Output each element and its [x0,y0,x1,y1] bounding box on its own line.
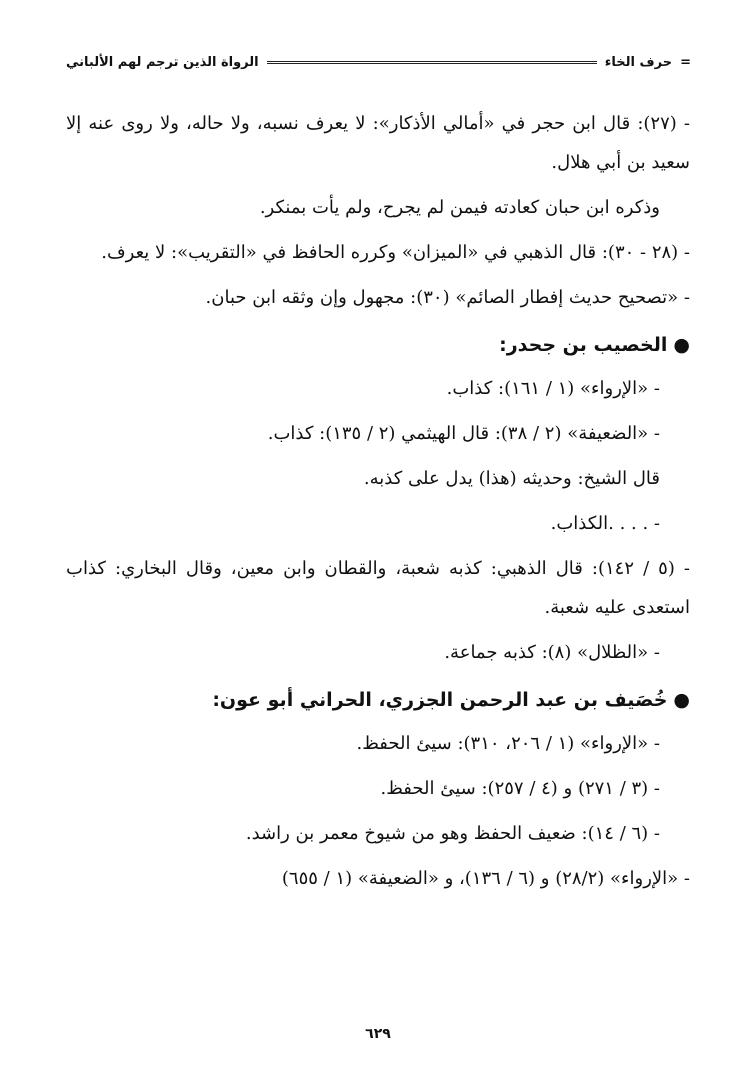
running-header [66,50,690,74]
narrator-name: الخصيب بن جحدر: [499,334,668,356]
entry-line: - «الضعيفة» (٢ / ٣٨): قال الهيثمي (٢ / ١٣٥): كذاب. [267,423,660,444]
entry-line: - (٢٨ - ٣٠): قال الذهبي في «الميزان» وكرره الحافظ في «التقريب»: لا يعرف. [101,242,690,263]
entry-line: - «الإرواء» (٢٨/٢) و (٦ / ١٣٦)، و «الضعيفة» (١ / ٦٥٥) [281,868,690,889]
entry-line: - «الإرواء» (١ / ١٦١): كذاب. [446,378,660,399]
narrator-heading [66,680,690,720]
entry-line: - «الظلال» (٨): كذبه جماعة. [444,642,660,663]
entry-line: وذكره ابن حبان كعادته فيمن لم يجرح، ولم يأت بمنكر. [259,197,660,218]
header-dash: = [680,54,690,70]
entry-line: - «تصحيح حديث إفطار الصائم» (٣٠): مجهول وإن وثقه ابن حبان. [205,287,690,308]
page-number: ٦٢٩ [365,1026,391,1042]
bullet-icon: ● [673,334,690,356]
page-body [66,104,690,904]
header-rule [267,61,597,64]
entry-line: - (٣ / ٢٧١) و (٤ / ٢٥٧): سيئ الحفظ. [380,778,660,799]
entry-line: - (٦ / ١٤): ضعيف الحفظ وهو من شيوخ معمر بن راشد. [245,823,660,844]
entry-line: - . . . .الكذاب. [550,513,660,534]
bullet-icon: ● [673,689,690,711]
narrator-heading [66,325,690,365]
narrator-name: خُصَيف بن عبد الرحمن الجزري، الحراني أبو عون: [212,689,668,711]
entry-line: قال الشيخ: وحديثه (هذا) يدل على كذبه. [363,468,660,489]
entry-line: - «الإرواء» (١ / ٢٠٦، ٣١٠): سيئ الحفظ. [356,733,660,754]
entry-line: - (٥ / ١٤٢): قال الذهبي: كذبه شعبة، والقطان وابن معين، وقال البخاري: كذاب استعدى عليه شعبة. [66,558,690,618]
book-title: الرواة الذين ترجم لهم الألباني [66,54,259,70]
chapter-title: حرف الخاء [604,54,673,70]
entry-line: - (٢٧): قال ابن حجر في «أمالي الأذكار»: لا يعرف نسبه، ولا حاله، ولا روى عنه إلا سعيد بن أبي هلال. [66,113,690,173]
